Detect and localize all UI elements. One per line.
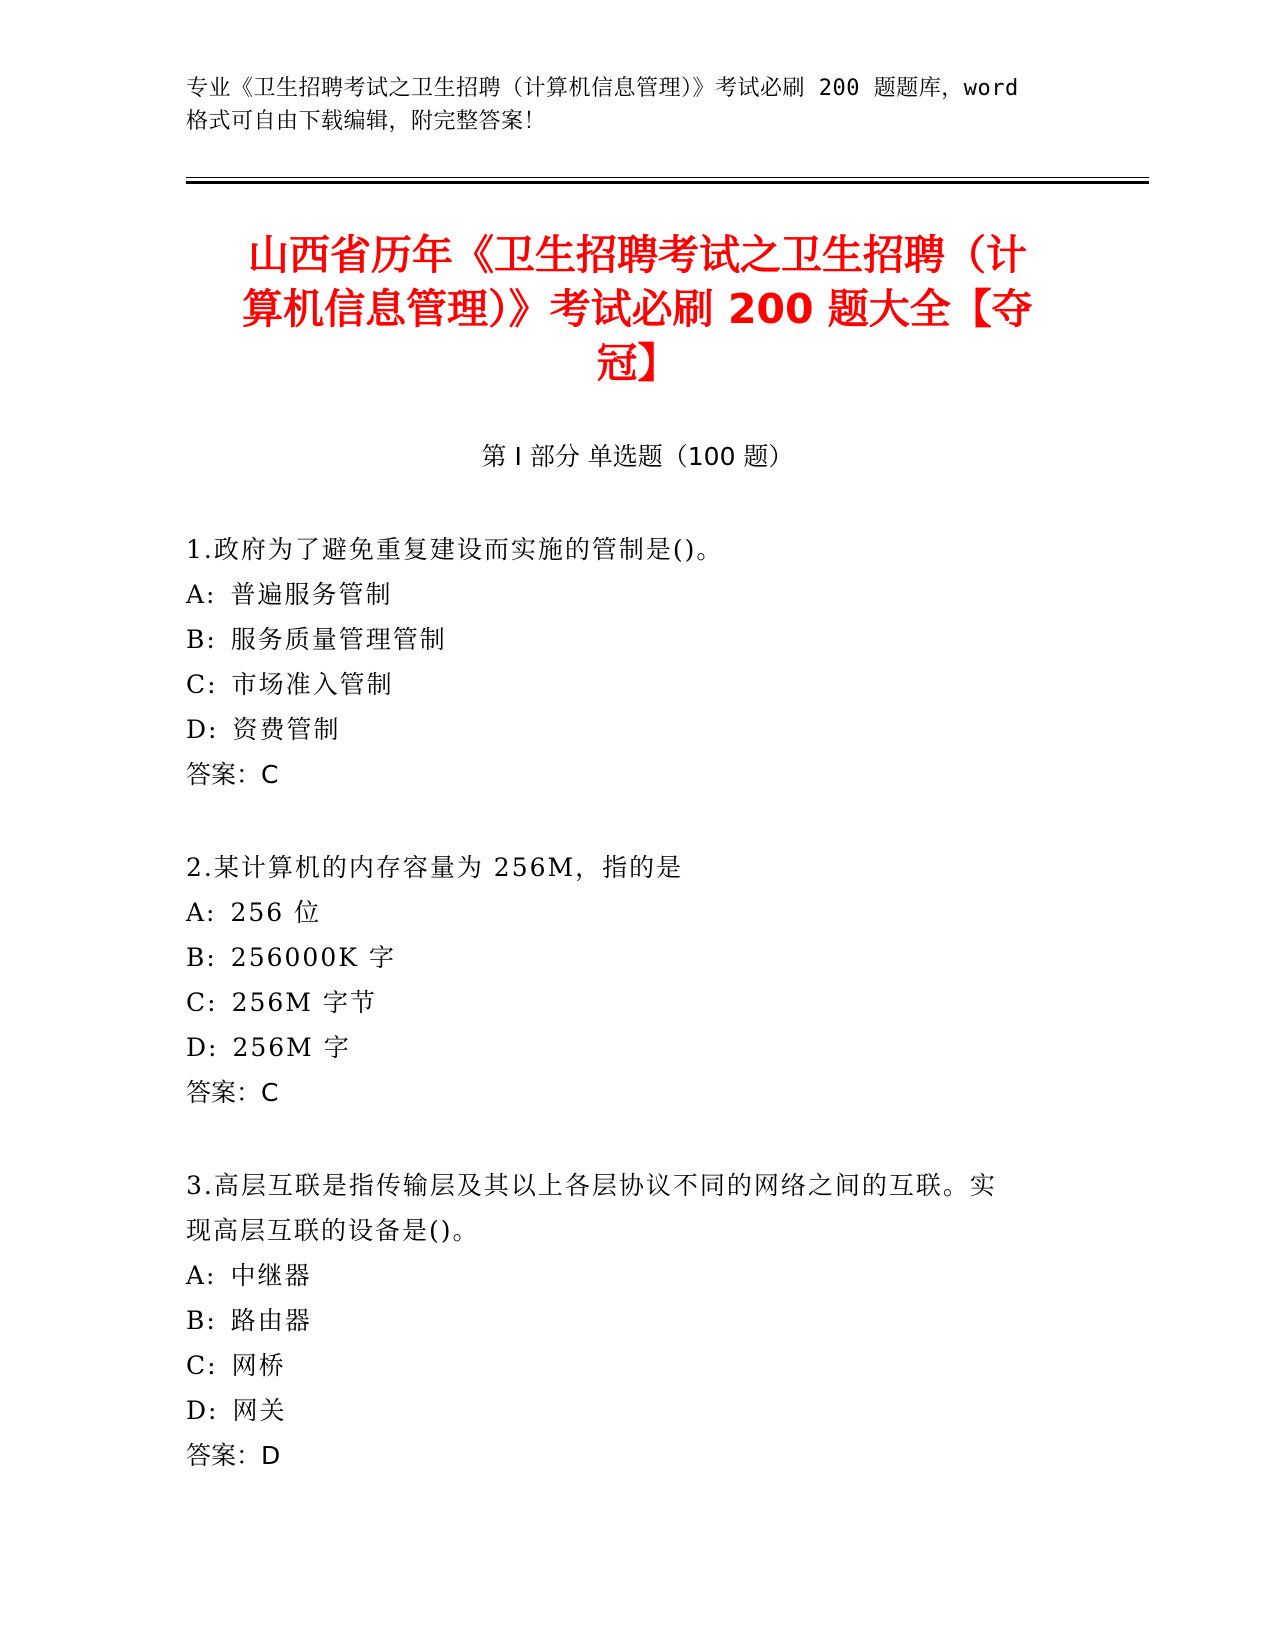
header-divider-thick [186,181,1149,184]
answer-line: 答案：C [186,1078,279,1107]
option-b [186,1298,1086,1343]
answer-line: 答案：D [186,1441,281,1470]
option-letter: A: [186,898,217,927]
option-c [186,1343,1086,1388]
option-text: 256M 字节 [231,988,377,1017]
option-text: 中继器 [230,1261,312,1290]
option-text: 普遍服务管制 [230,580,393,609]
question-item [186,845,1086,1115]
title-line-2: 算机信息管理）》考试必刷 200 题大全【夺 [242,285,1033,333]
header-note-line-1: 专业《卫生招聘考试之卫生招聘（计算机信息管理）》考试必刷 200 题题库，word [186,76,1019,101]
question-item [186,527,1086,797]
question-stem-continued: 现高层互联的设备是()。 [186,1216,480,1245]
question-stem: 3.高层互联是指传输层及其以上各层协议不同的网络之间的互联。实 [186,1171,997,1200]
option-letter: B: [186,943,217,972]
header-divider-thin [186,177,1149,178]
option-letter: B: [186,625,217,654]
option-b [186,617,1086,662]
option-text: 路由器 [230,1306,312,1335]
document-header-note [186,72,1086,138]
option-letter: C: [186,670,218,699]
option-text: 市场准入管制 [231,670,394,699]
option-letter: C: [186,988,218,1017]
question-stem: 1.政府为了避免重复建设而实施的管制是()。 [186,535,724,564]
option-text: 256M 字 [232,1033,351,1062]
option-d [186,1388,1086,1433]
question-item [186,1163,1086,1478]
option-c [186,662,1086,707]
question-list [186,527,1086,1526]
document-title [160,228,1115,390]
title-line-3: 冠】 [596,339,679,387]
option-c [186,980,1086,1025]
option-b [186,935,1086,980]
option-d [186,707,1086,752]
option-a [186,1253,1086,1298]
option-text: 网桥 [231,1351,286,1380]
title-line-1: 山西省历年《卫生招聘考试之卫生招聘（计 [248,231,1027,279]
question-stem: 2.某计算机的内存容量为 256M，指的是 [186,853,684,882]
option-letter: D: [186,1396,219,1425]
option-letter: D: [186,1033,219,1062]
option-text: 256 位 [230,898,322,927]
option-text: 256000K 字 [230,943,396,972]
option-a [186,890,1086,935]
option-letter: A: [186,1261,217,1290]
option-letter: C: [186,1351,218,1380]
section-heading: 第 I 部分 单选题（100 题） [481,442,794,471]
option-text: 服务质量管理管制 [230,625,447,654]
answer-line: 答案：C [186,760,279,789]
option-d [186,1025,1086,1070]
option-text: 资费管制 [232,715,341,744]
option-a [186,572,1086,617]
option-text: 网关 [232,1396,287,1425]
option-letter: D: [186,715,219,744]
option-letter: A: [186,580,217,609]
header-note-line-2: 格式可自由下载编辑，附完整答案！ [186,109,547,134]
option-letter: B: [186,1306,217,1335]
